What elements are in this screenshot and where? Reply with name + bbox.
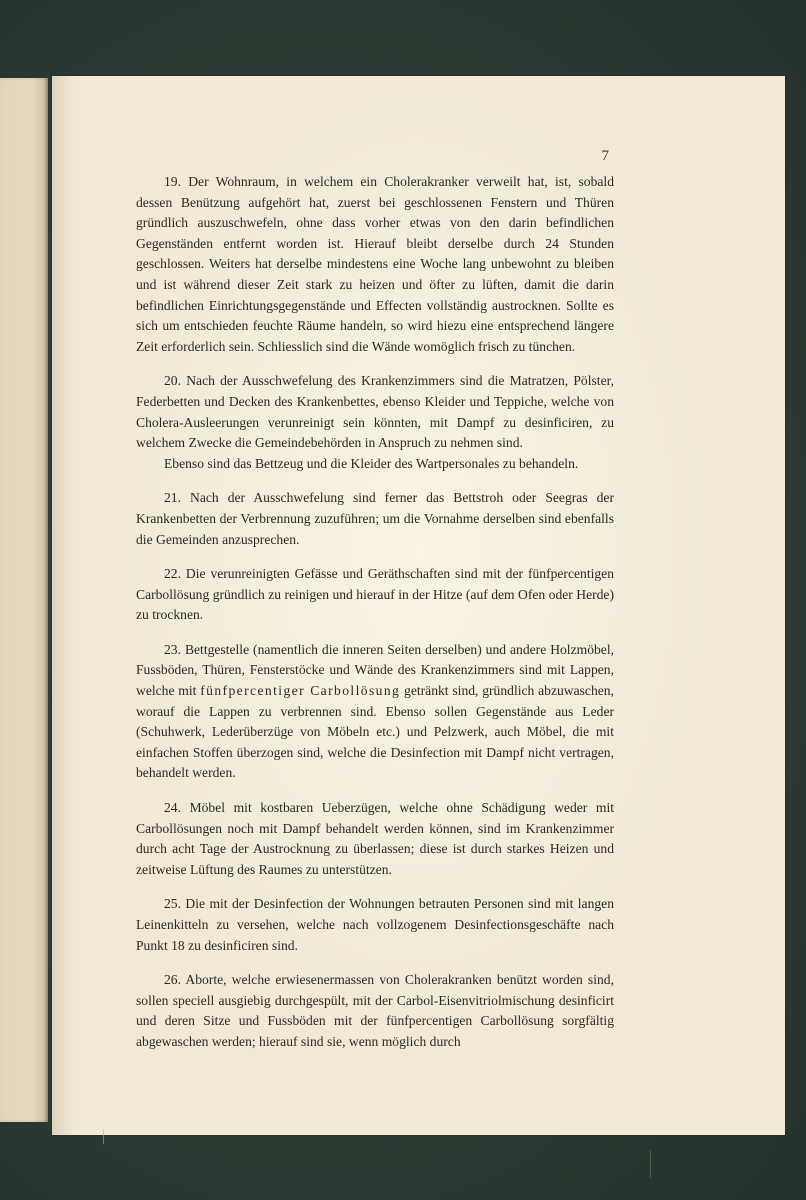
- paragraph-23-text-a: 23. Bettgestelle (namentlich die inneren Seiten derselben) und andere Holzmöbel, Fussböden, Thüren, Fensterstöcke und Wände des Krankenzimmers sind mit Lappen, welche mit: [136, 641, 614, 699]
- paragraph-22: 22. Die verunreinigten Gefässe und Geräthschaften sind mit der fünfpercentigen Carbollösung gründlich zu reinigen und hierauf in der Hitze (auf dem Ofen oder Herde) zu trocknen.: [136, 566, 614, 623]
- page-number: 7: [601, 148, 609, 164]
- paragraph-23-text-b: getränkt sind, gründlich abzuwaschen, worauf die Lappen zu verbrennen sind. Ebenso sollen Gegenstände aus Leder (Schuhwerk, Lederüberzüge von Möbeln etc.) und Pelzwerk, auch Möbel, die mit einfachen Stoffen überzogen sind, welche die Desinfection mit Dampf nicht vertragen, behandelt werden.: [136, 683, 614, 781]
- paragraph-25: 25. Die mit der Desinfection der Wohnungen betrauten Personen sind mit langen Leinenkitteln zu versehen, welche nach vollzogenem Desinfectionsgeschäfte nach Punkt 18 zu desinficiren sind.: [136, 896, 614, 953]
- scan-artifact: [650, 1150, 651, 1178]
- facing-page-edge: [0, 78, 48, 1122]
- paragraph-23-emphasis: fünfpercentiger Carbollösung: [200, 683, 401, 699]
- paragraph-21: 21. Nach der Ausschwefelung sind ferner das Bettstroh oder Seegras der Krankenbetten der Verbrennung zuzuführen; um die Vornahme derselben sind ebenfalls die Gemeinden anzusprechen.: [136, 490, 614, 547]
- paragraph-24: 24. Möbel mit kostbaren Ueberzügen, welche ohne Schädigung weder mit Carbollösungen noch mit Dampf behandelt werden können, sind im Krankenzimmer durch acht Tage der Austrocknung zu überlassen; diese ist durch starkes Heizen und zeitweise Lüftung des Raumes zu unterstützen.: [136, 800, 614, 877]
- scan-artifact: [103, 1130, 104, 1144]
- page-body: [136, 172, 614, 1067]
- paragraph-23: [136, 640, 614, 784]
- paragraph-26: 26. Aborte, welche erwiesenermassen von Cholerakranken benützt worden sind, sollen speciell ausgiebig durchgespült, mit der Carbol-Eisenvitriolmischung desinficirt und deren Sitze und Fussböden mit der fünfpercentigen Carbollösung sorgfältig abgewaschen werden; hierauf sind sie, wenn möglich durch: [136, 972, 614, 1049]
- paragraph-20-continuation: Ebenso sind das Bettzeug und die Kleider des Wartpersonales zu behandeln.: [164, 455, 579, 471]
- book-page: [52, 76, 785, 1135]
- paragraph-20: 20. Nach der Ausschwefelung des Krankenzimmers sind die Matratzen, Pölster, Federbetten und Decken des Krankenbettes, ebenso Kleider und Teppiche, welche von Cholera-Ausleerungen verunreinigt sein könnten, mit Dampf zu desinficiren, zu welchem Zwecke die Gemeindebehörden in Anspruch zu nehmen sind.: [136, 373, 614, 451]
- paragraph-19: 19. Der Wohnraum, in welchem ein Cholerakranker verweilt hat, ist, sobald dessen Benützung aufgehört hat, zuerst bei geschlossenen Fenstern und Thüren gründlich auszuschwefeln, ohne dass vorher etwas von den darin befindlichen Gegenständen entfernt worden ist. Hierauf bleibt derselbe durch 24 Stunden geschlossen. Weiters hat derselbe mindestens eine Woche lang unbewohnt zu bleiben und ist während dieser Zeit stark zu heizen und öfter zu lüften, damit die darin befindlichen Einrichtungsgegenstände und Effecten vollständig austrocknen. Sollte es sich um entschieden feuchte Räume handeln, so wird hiezu eine entsprechend längere Zeit erforderlich sein. Schliesslich sind die Wände womöglich frisch zu tünchen.: [136, 174, 614, 354]
